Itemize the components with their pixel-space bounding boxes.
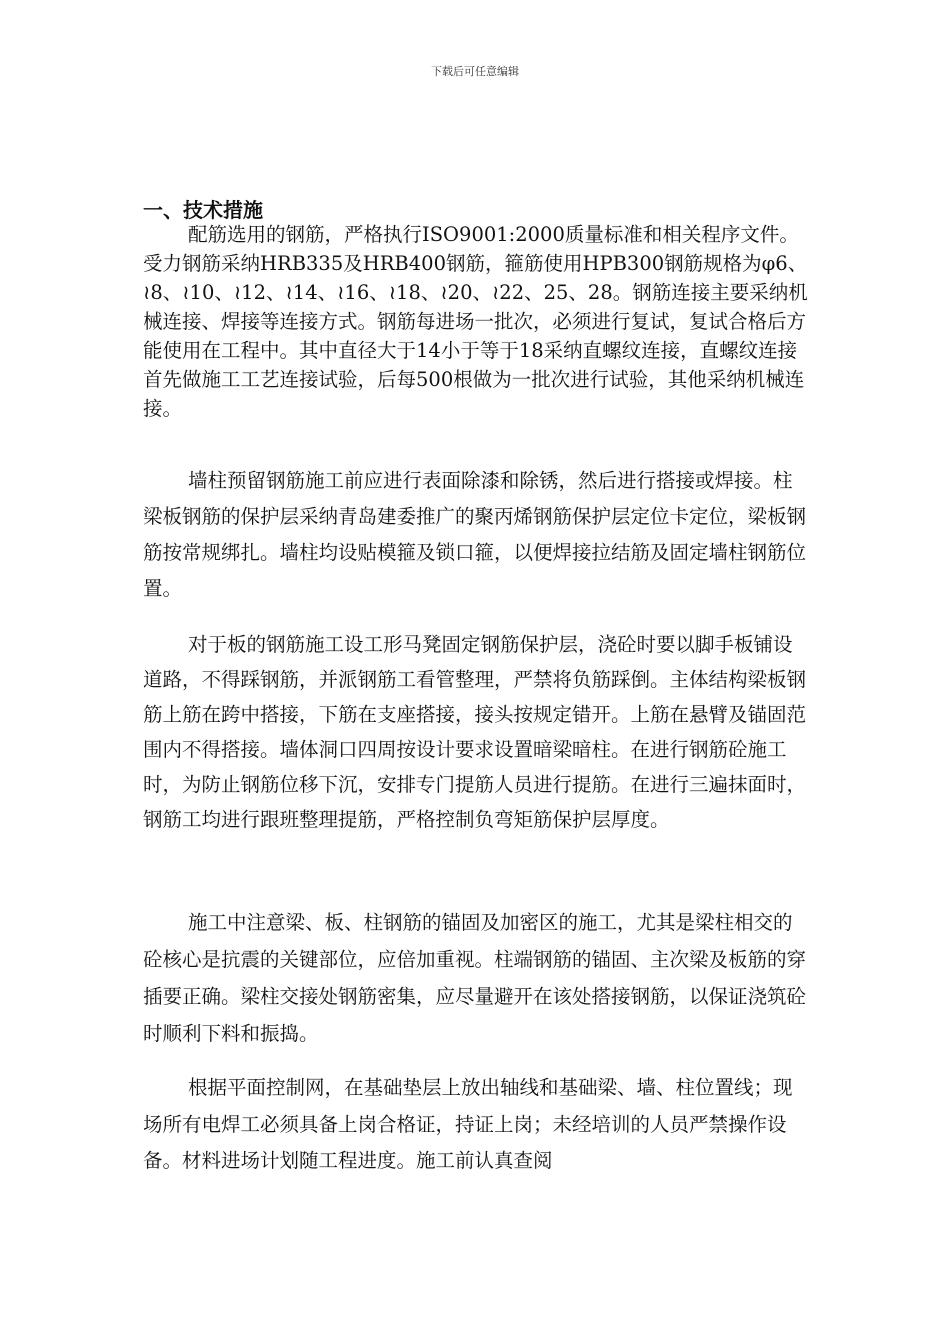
- paragraph-4-text: 施工中注意梁、板、柱钢筋的锚固及加密区的施工，尤其是梁柱相交的砼核心是抗震的关键部位，应倍加重视。柱端钢筋的锚固、主次梁及板筋的穿插要正确。梁柱交接处钢筋密集，应尽量避开在该处搭接钢筋，以保证浇筑砼时顺利下料和振捣。: [143, 911, 807, 1045]
- paragraph-3: [143, 627, 809, 837]
- paragraph-5-text: 根据平面控制网，在基础垫层上放出轴线和基础梁、墙、柱位置线；现场所有电焊工必须具备上岗合格证，持证上岗；未经培训的人员严禁操作设备。材料进场计划随工程进度。施工前认真查阅: [143, 1076, 793, 1172]
- paragraph-3-text: 对于板的钢筋施工设工形马凳固定钢筋保护层，浇砼时要以脚手板铺设道路，不得踩钢筋，并派钢筋工看管整理，严禁将负筋踩倒。主体结构梁板钢筋上筋在跨中搭接，下筋在支座搭接，接头按规定错开。上筋在悬臂及锚固范围内不得搭接。墙体洞口四周按设计要求设置暗梁暗柱。在进行钢筋砼施工时，为防止钢筋位移下沉，安排专门提筋人员进行提筋。在进行三遍抹面时，钢筋工均进行跟班整理提筋，严格控制负弯矩筋保护层厚度。: [143, 633, 807, 831]
- section-heading: 一、技术措施: [143, 198, 263, 222]
- paragraph-2: [143, 463, 809, 607]
- paragraph-5: [143, 1070, 809, 1180]
- paragraph-2-text: 墙柱预留钢筋施工前应进行表面除漆和除锈，然后进行搭接或焊接。柱梁板钢筋的保护层采纳青岛建委推广的聚丙烯钢筋保护层定位卡定位，梁板钢筋按常规绑扎。墙柱均设贴模箍及锁口箍，以便焊接拉结筋及固定墙柱钢筋位置。: [143, 469, 807, 600]
- paragraph-4: [143, 904, 809, 1052]
- paragraph-1-text: 配筋选用的钢筋，严格执行ISO9001:2000质量标准和相关程序文件。受力钢筋采纳HRB335及HRB400钢筋，箍筋使用HPB300钢筋规格为φ6、≀8、≀10、≀12、≀14、≀16、≀18、≀20、≀22、25、28。钢筋连接主要采纳机械连接、焊接等连接方式。钢筋每进场一批次，必须进行复试，复试合格后方能使用在工程中。其中直径大于14小于等于18采纳直螺纹连接，直螺纹连接首先做施工工艺连接试验，后每500根做为一批次进行试验，其他采纳机械连接。: [143, 223, 808, 420]
- header-note: 下载后可任意编辑: [431, 65, 519, 78]
- paragraph-1: [143, 220, 809, 423]
